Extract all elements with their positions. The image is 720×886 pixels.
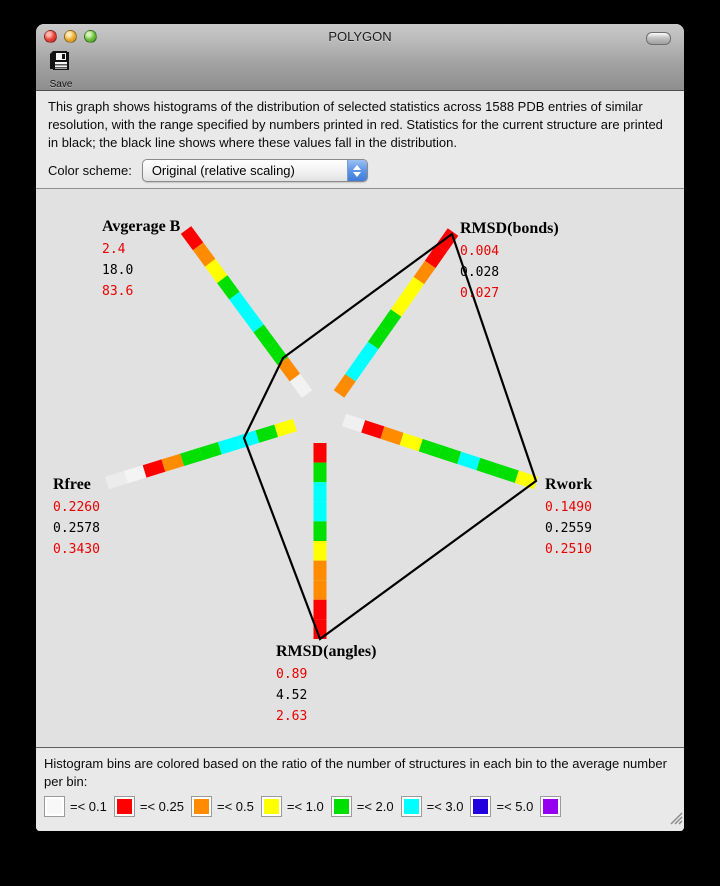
save-button[interactable] [44,49,78,90]
legend-bin-swatch-2 [191,796,212,817]
histogram-segment-rmsd-angles-8 [314,600,327,620]
axis-max-value-rwork: 0.2510 [545,542,592,557]
axis-min-value-rwork: 0.1490 [545,500,592,515]
histogram-segment-rfree-1 [124,465,147,483]
polygon-window [36,24,684,831]
legend-bin-swatch-4 [331,796,352,817]
legend-bin-label-5: =< 3.0 [426,799,464,814]
axis-group-avgb [102,218,180,302]
histogram-segment-rfree-4 [180,448,203,466]
histogram-segment-rfree-6 [218,436,241,454]
legend-bin-2 [191,796,254,817]
axis-group-rmsd-bonds [460,220,559,304]
window-header [36,24,684,91]
axis-title-rfree: Rfree [53,476,91,493]
histogram-segment-rfree-2 [143,459,166,477]
histogram-segment-rwork-2 [380,426,403,445]
legend-text: Histogram bins are colored based on the ratio of the number of structures in each bin to the average number per bin: [44,756,667,789]
axis-current-value-rfree: 0.2578 [53,521,100,536]
axis-max-value-rfree: 0.3430 [53,542,100,557]
histogram-segment-rfree-3 [162,454,185,472]
histogram-segment-rfree-9 [274,419,297,437]
legend-bin-label-3: =< 1.0 [286,799,324,814]
histogram-segment-rfree-5 [199,442,222,460]
legend-bin-5 [401,796,464,817]
legend-bin-label-2: =< 0.5 [216,799,254,814]
histogram-segment-rmsd-angles-0 [314,443,327,463]
histogram-segment-rfree-0 [105,471,128,489]
histogram-segment-rmsd-angles-1 [314,463,327,483]
axis-title-avgb: Avgerage B [102,218,181,235]
color-scheme-value: Original (relative scaling) [151,163,295,178]
histogram-segment-rwork-4 [419,439,442,458]
legend-bin-0 [44,796,107,817]
toolbar-toggle-button[interactable] [646,32,671,45]
window-title: POLYGON [328,29,392,44]
histogram-segment-rmsd-angles-6 [314,561,327,581]
popup-stepper-icon [347,160,367,181]
histogram-segment-rmsd-angles-5 [314,541,327,561]
save-icon [48,49,74,78]
histogram-segment-rfree-8 [256,425,279,443]
legend-bin-swatch-1 [114,796,135,817]
axis-current-value-avgb: 18.0 [102,263,134,278]
histogram-segment-rwork-7 [476,458,499,477]
histogram-segment-rwork-0 [342,414,365,433]
legend-bin-6 [470,796,533,817]
description-text: This graph shows histograms of the distribution of selected statistics across 1588 PDB entries of similar resolution, with the range specified by numbers printed in red. Statistics for the current structure are printed in black; the black line shows where these values fall in the distribution. [48,99,663,150]
axis-title-rmsd-bonds: RMSD(bonds) [460,220,559,237]
legend-bin-4 [331,796,394,817]
legend-bin-label-6: =< 5.0 [496,799,534,814]
axis-current-value-rmsd-angles: 4.52 [276,688,308,703]
histogram-segment-rwork-8 [496,464,519,483]
axis-max-value-rmsd-angles: 2.63 [276,709,308,724]
color-scheme-select[interactable] [142,159,368,182]
histogram-segment-rwork-3 [400,433,423,452]
histogram-segment-rwork-5 [438,445,461,464]
axis-group-rfree [53,476,100,560]
axis-title-rwork: Rwork [545,476,593,493]
axis-min-value-rmsd-angles: 0.89 [276,667,308,682]
axis-min-value-rfree: 0.2260 [53,500,100,515]
legend-bin-swatch-6 [470,796,491,817]
legend-panel [36,747,684,831]
axis-max-value-rmsd-bonds: 0.027 [460,286,500,301]
color-scheme-row [48,159,672,182]
histogram-segment-rwork-1 [361,420,384,439]
axis-group-rmsd-angles [276,643,376,727]
resize-grip[interactable] [670,812,683,830]
save-button-label: Save [49,79,73,90]
histogram-segment-rmsd-angles-4 [314,521,327,541]
legend-bin-swatch-0 [44,796,65,817]
description-panel [36,91,684,189]
histogram-segment-rmsd-angles-2 [314,482,327,502]
legend-bin-label-1: =< 0.25 [139,799,184,814]
histogram-segment-rmsd-angles-7 [314,580,327,600]
axis-group-rwork [545,476,592,560]
legend-bin-swatch-3 [261,796,282,817]
axis-title-rmsd-angles: RMSD(angles) [276,643,377,660]
axis-current-value-rwork: 0.2559 [545,521,592,536]
legend-bin-3 [261,796,324,817]
legend-bin-label-4: =< 2.0 [356,799,394,814]
legend-bin-label-0: =< 0.1 [70,799,107,814]
axis-current-value-rmsd-bonds: 0.028 [460,265,500,280]
legend-bin-swatch-7 [540,796,561,817]
polygon-plot [36,189,684,747]
histogram-segment-rmsd-angles-3 [314,502,327,522]
axis-min-value-rmsd-bonds: 0.004 [460,244,500,259]
legend-bin-1 [114,796,184,817]
axis-min-value-avgb: 2.4 [102,242,126,257]
legend-bin-7 [540,796,566,817]
legend-bin-swatch-5 [401,796,422,817]
color-scheme-label: Color scheme: [48,163,132,178]
histogram-segment-rwork-6 [457,452,480,471]
legend-bins [44,796,674,817]
axis-max-value-avgb: 83.6 [102,284,134,299]
